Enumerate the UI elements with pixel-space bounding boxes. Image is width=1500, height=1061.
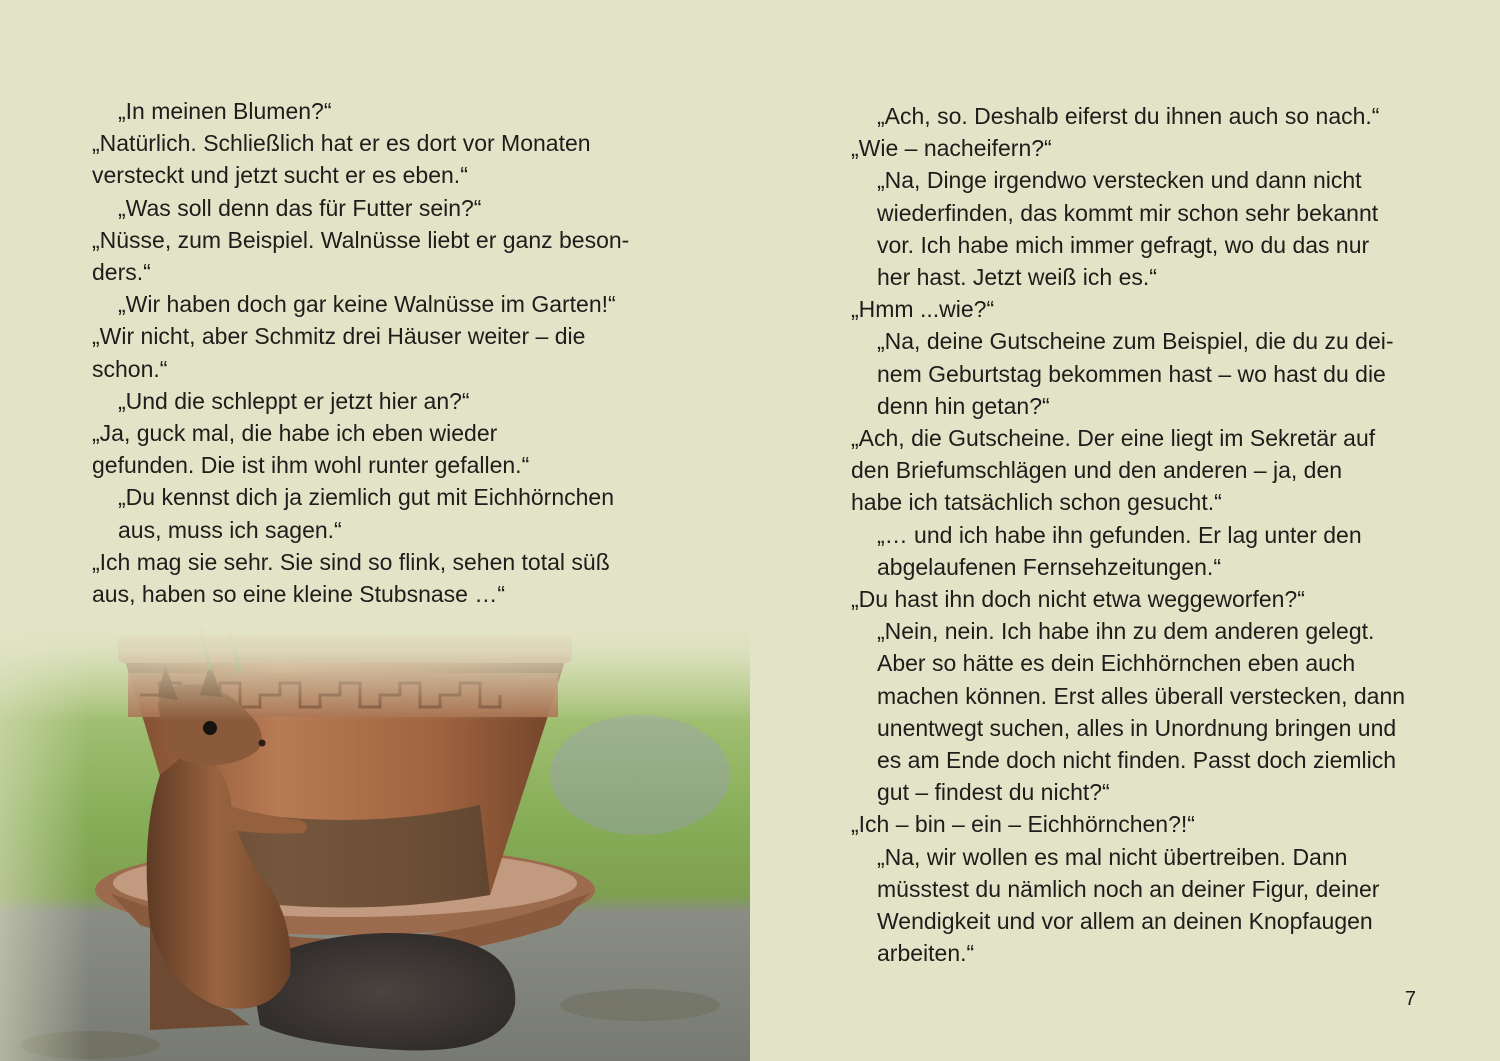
text-line: „Und die schleppt er jetzt hier an?“ — [118, 387, 470, 414]
text-line: „Na, deine Gutscheine zum Beispiel, die du zu dei- — [877, 328, 1394, 355]
text-line: „Ich mag sie sehr. Sie sind so flink, sehen total süß — [92, 548, 610, 575]
text-line: müsstest du nämlich noch an deiner Figur, deiner — [877, 875, 1380, 902]
text-line: „Natürlich. Schließlich hat er es dort vor Monaten — [92, 130, 591, 157]
text-line: Wendigkeit und vor allem an deinen Knopfaugen — [877, 908, 1373, 935]
text-line: „Na, Dinge irgendwo verstecken und dann nicht — [877, 167, 1362, 194]
text-line: nem Geburtstag bekommen hast – wo hast du die — [877, 360, 1386, 387]
text-line: schon.“ — [92, 355, 168, 382]
text-line: „In meinen Blumen?“ — [118, 98, 332, 124]
text-line: denn hin getan?“ — [877, 392, 1050, 419]
text-line: „Wir haben doch gar keine Walnüsse im Garten!“ — [118, 291, 616, 318]
text-line: arbeiten.“ — [877, 940, 975, 967]
ground-moss — [20, 1031, 160, 1059]
text-line: „Ich – bin – ein – Eichhörnchen?!“ — [851, 811, 1195, 838]
text-line: „Hmm ...wie?“ — [851, 296, 995, 323]
text-line: „Na, wir wollen es mal nicht übertreiben. Dann — [877, 843, 1348, 870]
squirrel-nose — [259, 740, 266, 747]
text-line: „Ja, guck mal, die habe ich eben wieder — [92, 420, 498, 447]
text-line: Aber so hätte es dein Eichhörnchen eben auch — [877, 650, 1356, 677]
text-line: machen können. Erst alles überall verstecken, dann — [877, 682, 1406, 709]
left-text-column — [92, 95, 672, 610]
text-line: „Was soll denn das für Futter sein?“ — [118, 194, 482, 221]
text-line: vor. Ich habe mich immer gefragt, wo du das nur — [877, 231, 1370, 258]
text-line: her hast. Jetzt weiß ich es.“ — [877, 264, 1157, 291]
text-line: aus, muss ich sagen.“ — [118, 516, 342, 543]
text-line: unentwegt suchen, alles in Unordnung bringen und — [877, 714, 1397, 741]
squirrel-eye — [203, 721, 217, 735]
squirrel-photo — [0, 625, 750, 1061]
text-line: wiederfinden, das kommt mir schon sehr bekannt — [877, 199, 1379, 226]
text-line: „Du hast ihn doch nicht etwa weggeworfen?“ — [851, 586, 1305, 613]
text-line: gefunden. Die ist ihm wohl runter gefallen.“ — [92, 452, 530, 479]
text-line: habe ich tatsächlich schon gesucht.“ — [851, 489, 1222, 516]
text-line: „Wie – nacheifern?“ — [851, 135, 1052, 162]
text-line: „Nein, nein. Ich habe ihn zu dem anderen gelegt. — [877, 618, 1375, 645]
text-line: es am Ende doch nicht finden. Passt doch ziemlich — [877, 747, 1397, 774]
pot-rim — [118, 635, 572, 663]
ground-moss — [560, 989, 720, 1021]
right-text-column — [851, 100, 1431, 969]
text-line: „… und ich habe ihn gefunden. Er lag unter den — [877, 521, 1362, 548]
text-line: den Briefumschlägen und den anderen – ja, den — [851, 457, 1343, 484]
text-line: „Ach, so. Deshalb eiferst du ihnen auch so nach.“ — [877, 103, 1380, 129]
text-line: „Du kennst dich ja ziemlich gut mit Eichhörnchen — [118, 484, 615, 511]
right-page — [750, 0, 1500, 1061]
text-line: „Wir nicht, aber Schmitz drei Häuser weiter – die — [92, 323, 586, 350]
text-line: aus, haben so eine kleine Stubsnase …“ — [92, 581, 505, 608]
text-line: versteckt und jetzt sucht er es eben.“ — [92, 162, 468, 189]
text-line: „Nüsse, zum Beispiel. Walnüsse liebt er ganz beson- — [92, 226, 630, 253]
text-line: „Ach, die Gutscheine. Der eine liegt im Sekretär auf — [851, 425, 1376, 452]
flower-blur — [550, 715, 730, 835]
text-line: ders.“ — [92, 259, 151, 286]
text-line: abgelaufenen Fernsehzeitungen.“ — [877, 553, 1221, 580]
text-line: gut – findest du nicht?“ — [877, 779, 1110, 806]
page-number: 7 — [1404, 988, 1416, 1010]
